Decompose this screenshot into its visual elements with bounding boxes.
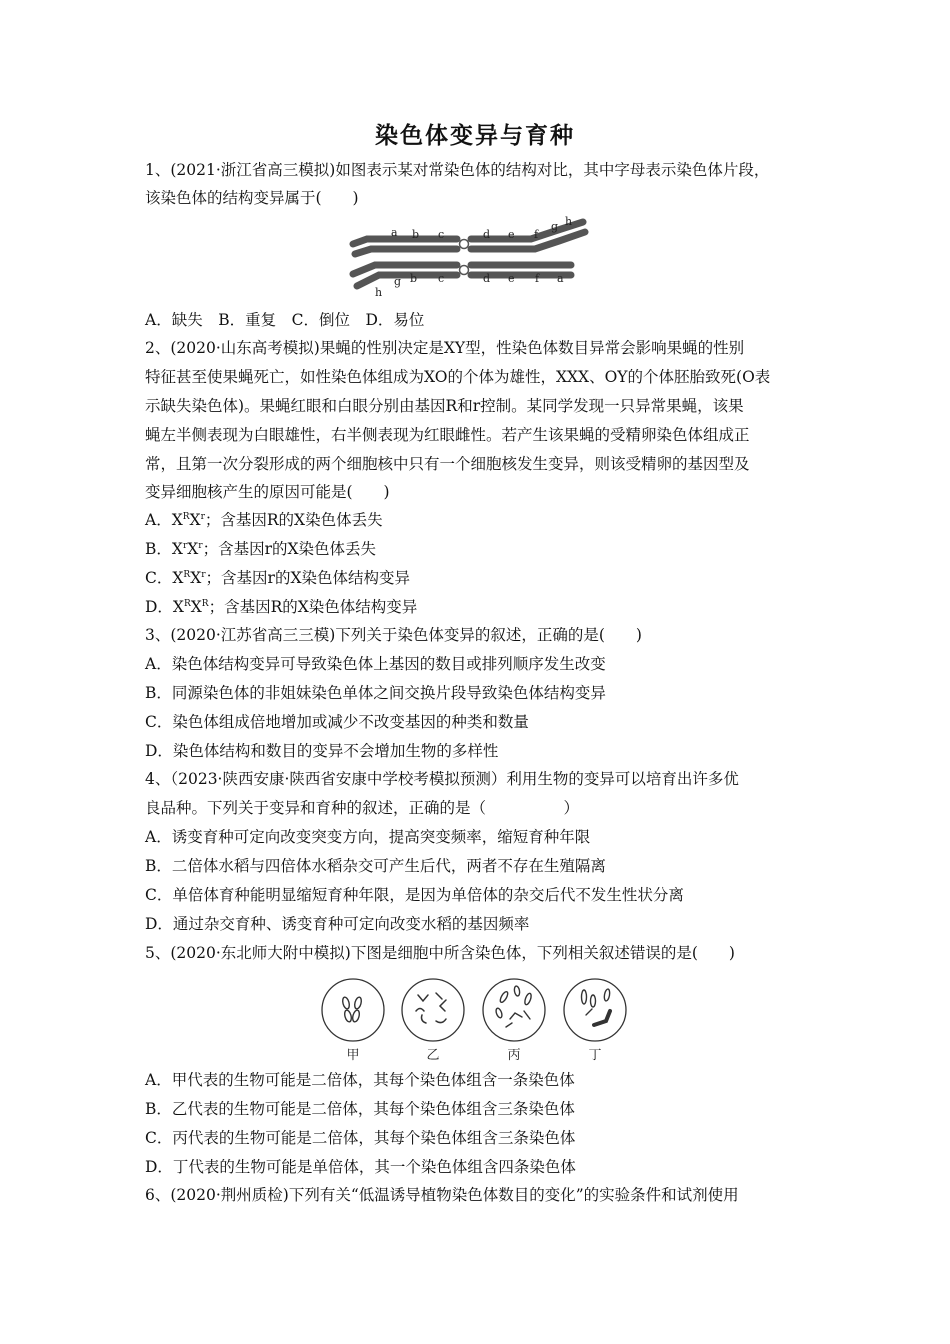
figure-top-label: g xyxy=(551,220,559,233)
question-4-line-2: 良品种。下列关于变异和育种的叙述，正确的是（ ） xyxy=(145,799,580,817)
question-4-option-a: A．诱变育种可定向改变突变方向，提高突变频率，缩短育种年限 xyxy=(145,828,591,846)
question-2-line-2: 特征甚至使果蝇死亡，如性染色体组成为XO的个体为雄性，XXX、OY的个体胚胎致死(O表 xyxy=(145,368,771,386)
question-2-option-c: C．$X^RX^r$；含基因r的X染色体结构变异 xyxy=(145,569,410,587)
question-3-option-d: D．染色体结构和数目的变异不会增加生物的多样性 xyxy=(145,742,499,760)
figure-top-label: f xyxy=(534,228,539,241)
question-5-option-c: C．丙代表的生物可能是二倍体，其每个染色体组含三条染色体 xyxy=(145,1129,576,1147)
question-2-line-3: 示缺失染色体)。果蝇红眼和白眼分别由基因R和r控制。某同学发现一只异常果蝇，该果 xyxy=(145,397,744,415)
question-5-option-a: A．甲代表的生物可能是二倍体，其每个染色体组含一条染色体 xyxy=(145,1071,575,1089)
cell-label-ding: 丁 xyxy=(588,1048,602,1063)
figure-bottom-label: f xyxy=(535,272,540,285)
figure-top-label: d xyxy=(483,228,491,241)
chromosome-structure-figure xyxy=(345,214,595,300)
question-2-line-6: 变异细胞核产生的原因可能是( ) xyxy=(145,483,390,501)
figure-bottom-label: g xyxy=(394,275,402,288)
figure-top-label: b xyxy=(412,228,420,241)
question-5-option-b: B．乙代表的生物可能是二倍体，其每个染色体组含三条染色体 xyxy=(145,1100,575,1118)
question-1-options: A．缺失 B．重复 C．倒位 D．易位 xyxy=(145,311,425,329)
cell-label-bing: 丙 xyxy=(507,1048,521,1063)
question-4-option-b: B．二倍体水稻与四倍体水稻杂交可产生后代，两者不存在生殖隔离 xyxy=(145,857,606,875)
question-4-option-d: D．通过杂交育种、诱变育种可定向改变水稻的基因频率 xyxy=(145,915,530,933)
figure-bottom-label: h xyxy=(375,286,383,299)
question-6-line-1: 6、(2020·荆州质检)下列有关“低温诱导植物染色体数目的变化”的实验条件和试剂使用 xyxy=(145,1186,739,1204)
figure-top-label: c xyxy=(438,228,445,241)
question-5-line-1: 5、(2020·东北师大附中模拟)下图是细胞中所含染色体，下列相关叙述错误的是( ) xyxy=(145,944,735,962)
figure-top-label: e xyxy=(508,228,515,241)
question-2-line-4: 蝇左半侧表现为白眼雄性，右半侧表现为红眼雌性。若产生该果蝇的受精卵染色体组成正 xyxy=(145,426,750,444)
cell-label-yi: 乙 xyxy=(426,1048,440,1063)
question-2-option-a: A．$X^RX^r$；含基因R的X染色体丢失 xyxy=(145,511,383,529)
question-3-line-1: 3、(2020·江苏省高三三模)下列关于染色体变异的叙述，正确的是( ) xyxy=(145,626,642,644)
question-2-option-d: D．$X^RX^R$；含基因R的X染色体结构变异 xyxy=(145,598,418,616)
figure-bottom-label: c xyxy=(438,272,445,285)
question-4-option-c: C．单倍体育种能明显缩短育种年限，是因为单倍体的杂交后代不发生性状分离 xyxy=(145,886,684,904)
figure-top-label: h xyxy=(565,215,573,228)
figure-bottom-label: a xyxy=(557,272,564,285)
page-title: 染色体变异与育种 xyxy=(375,123,575,149)
question-2-option-b: B．$X^rX^r$；含基因r的X染色体丢失 xyxy=(145,540,377,558)
figure-bottom-label: e xyxy=(508,272,515,285)
figure-top-label: a xyxy=(391,226,398,239)
question-4-line-1: 4、（2023·陕西安康·陕西省安康中学校考模拟预测）利用生物的变异可以培育出许多优 xyxy=(145,770,739,788)
question-2-line-5: 常，且第一次分裂形成的两个细胞核中只有一个细胞核发生变异，则该受精卵的基因型及 xyxy=(145,455,750,473)
figure-bottom-label: b xyxy=(410,272,418,285)
question-3-option-b: B．同源染色体的非姐妹染色单体之间交换片段导致染色体结构变异 xyxy=(145,684,606,702)
question-5-option-d: D．丁代表的生物可能是单倍体，其一个染色体组含四条染色体 xyxy=(145,1158,576,1176)
question-3-option-a: A．染色体结构变异可导致染色体上基因的数目或排列顺序发生改变 xyxy=(145,655,606,673)
question-2-line-1: 2、(2020·山东高考模拟)果蝇的性别决定是XY型，性染色体数目异常会影响果蝇的性别 xyxy=(145,339,745,357)
question-1-line-2: 该染色体的结构变异属于( ) xyxy=(145,189,359,207)
cell-chromosome-figure xyxy=(318,975,633,1065)
cell-label-jia: 甲 xyxy=(346,1048,360,1063)
question-1-line-1: 1、(2021·浙江省高三模拟)如图表示某对常染色体的结构对比，其中字母表示染色体片段， xyxy=(145,161,770,179)
figure-bottom-label: d xyxy=(483,272,491,285)
question-3-option-c: C．染色体组成倍地增加或减少不改变基因的种类和数量 xyxy=(145,713,529,731)
